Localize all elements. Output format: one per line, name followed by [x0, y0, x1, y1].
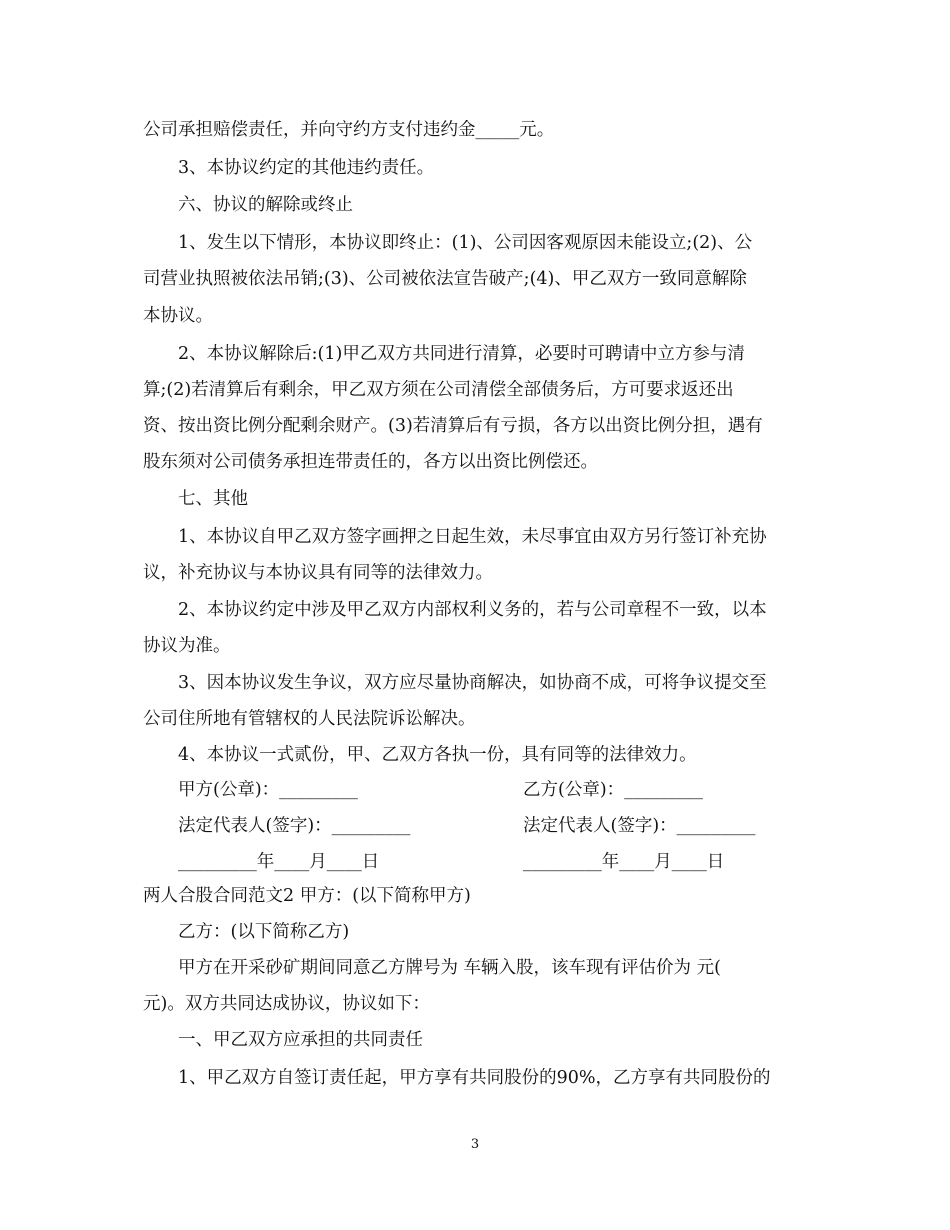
- paragraph-line: 2、本协议约定中涉及甲乙双方内部权利义务的，若与公司章程不一致，以本: [178, 600, 767, 620]
- party-a-seal: 甲方(公章)：_________: [178, 780, 358, 800]
- party-b-seal: 乙方(公章)：_________: [523, 780, 703, 800]
- paragraph-line: 1、甲乙双方自签订责任起，甲方享有共同股份的90%，乙方享有共同股份的: [178, 1068, 771, 1088]
- paragraph-line: 公司住所地有管辖权的人民法院诉讼解决。: [143, 709, 476, 729]
- party-b-date: _________年____月____日: [523, 852, 725, 872]
- section-heading: 六、协议的解除或终止: [178, 195, 353, 215]
- paragraph-line: 股东须对公司债务承担连带责任的，各方以出资比例偿还。: [143, 452, 598, 472]
- section-heading: 七、其他: [178, 489, 248, 509]
- paragraph-line: 1、本协议自甲乙双方签字画押之日起生效，未尽事宜由双方另行签订补充协: [178, 527, 767, 547]
- section-heading: 一、甲乙双方应承担的共同责任: [178, 1030, 423, 1050]
- paragraph-line: 4、本协议一式贰份，甲、乙双方各执一份，具有同等的法律效力。: [178, 745, 697, 765]
- paragraph-line: 议，补充协议与本协议具有同等的法律效力。: [143, 563, 493, 583]
- paragraph-line: 公司承担赔偿责任，并向守约方支付违约金_____元。: [143, 120, 555, 140]
- party-a-representative: 法定代表人(签字)：_________: [178, 816, 411, 836]
- paragraph-line: 甲方在开采砂矿期间同意乙方牌号为 车辆入股，该车现有评估价为 元(: [178, 958, 721, 978]
- paragraph-line: 3、因本协议发生争议，双方应尽量协商解决，如协商不成，可将争议提交至: [178, 673, 767, 693]
- page-number: 3: [470, 1137, 480, 1152]
- paragraph-line: 元)。双方共同达成协议，协议如下：: [143, 994, 430, 1014]
- paragraph-line: 算;(2)若清算后有剩余，甲乙双方须在公司清偿全部债务后，方可要求返还出: [143, 380, 734, 400]
- paragraph-line: 1、发生以下情形，本协议即终止：(1)、公司因客观原因未能设立;(2)、公: [178, 233, 753, 253]
- paragraph-line: 2、本协议解除后:(1)甲乙双方共同进行清算，必要时可聘请中立方参与清: [178, 344, 745, 364]
- paragraph-line: 乙方：(以下简称乙方): [178, 922, 350, 942]
- paragraph-line: 司营业执照被依法吊销;(3)、公司被依法宣告破产;(4)、甲乙双方一致同意解除: [143, 269, 747, 289]
- paragraph-line: 本协议。: [143, 306, 213, 326]
- contract-title: 两人合股合同范文2 甲方：(以下简称甲方): [143, 886, 471, 906]
- party-a-date: _________年____月____日: [178, 852, 380, 872]
- paragraph-line: 协议为准。: [143, 636, 231, 656]
- paragraph-line: 资、按出资比例分配剩余财产。(3)若清算后有亏损，各方以出资比例分担，遇有: [143, 416, 763, 436]
- paragraph-line: 3、本协议约定的其他违约责任。: [178, 158, 435, 178]
- party-b-representative: 法定代表人(签字)：_________: [523, 816, 756, 836]
